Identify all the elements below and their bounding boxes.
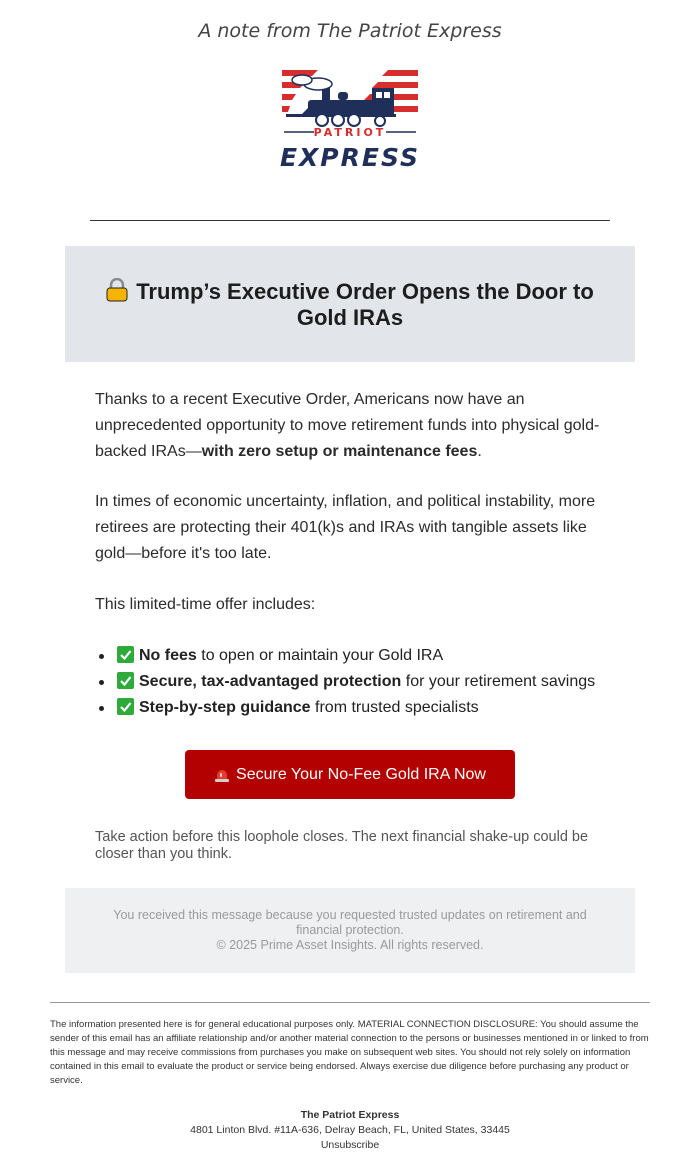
intro-line: A note from The Patriot Express <box>198 20 502 42</box>
sender-name: The Patriot Express <box>300 1109 400 1121</box>
headline-text: Trump’s Executive Order Opens the Door to Gold IRAs <box>136 278 594 330</box>
sender-address-block <box>0 1108 700 1153</box>
disclosure-text: The information presented here is for general educational purposes only. MATERIAL CONNECTION DISCLOSURE: You should assume the sender of this email has an affiliate relationship and/or another material connection to the persons or businesses mentioned in or linked to from this message and may receive commissions from purchases you make on subsequent web sites. You should not rely solely on information contained in this email to evaluate the product or service being endorsed. Always exercise due diligence before purchasing any product or service. <box>50 1019 649 1086</box>
patriot-express-logo <box>278 66 422 172</box>
body-paragraph-2: In times of economic uncertainty, inflation, and political instability, more retirees are protecting their 401(k)s and IRAs with tangible assets like gold—before it's too late. <box>95 493 596 562</box>
headline <box>100 278 600 331</box>
siren-icon <box>214 768 230 782</box>
logo-word-bottom: EXPRESS <box>279 143 421 172</box>
list-item: Step-by-step guidance from trusted specialists <box>95 695 615 721</box>
logo-word-top: PATRIOT <box>313 126 387 139</box>
secure-gold-ira-button[interactable] <box>185 750 515 799</box>
footer-notice <box>65 888 635 973</box>
headline-banner <box>65 246 635 362</box>
footer-copyright: © 2025 Prime Asset Insights. All rights reserved. <box>216 938 484 952</box>
check-icon <box>117 672 134 689</box>
divider-top <box>90 220 610 221</box>
list-item: Secure, tax-advantaged protection for your retirement savings <box>95 669 615 695</box>
divider-bottom <box>50 1002 650 1003</box>
sender-address: 4801 Linton Blvd. #11A-636, Delray Beach, FL, United States, 33445 <box>190 1124 510 1136</box>
body-paragraph-1-bold: with zero setup or maintenance fees <box>201 443 478 460</box>
offer-list <box>95 643 615 721</box>
cta-label: Secure Your No-Fee Gold IRA Now <box>236 765 486 783</box>
body-paragraph-1: Thanks to a recent Executive Order, Americans now have an unprecedented opportunity to move retirement funds into physical gold-backed IRAs—with zero setup or maintenance fees. <box>95 391 600 460</box>
lock-icon <box>106 278 128 302</box>
footer-reason: You received this message because you requested trusted updates on retirement and financial protection. <box>113 908 587 937</box>
unsubscribe-link[interactable]: Unsubscribe <box>320 1139 380 1151</box>
list-item: No fees to open or maintain your Gold IRA <box>95 643 615 669</box>
check-icon <box>117 698 134 715</box>
offer-intro: This limited-time offer includes: <box>95 596 316 613</box>
urgency-text: Take action before this loophole closes. The next financial shake-up could be closer than you think. <box>95 829 589 862</box>
check-icon <box>117 646 134 663</box>
